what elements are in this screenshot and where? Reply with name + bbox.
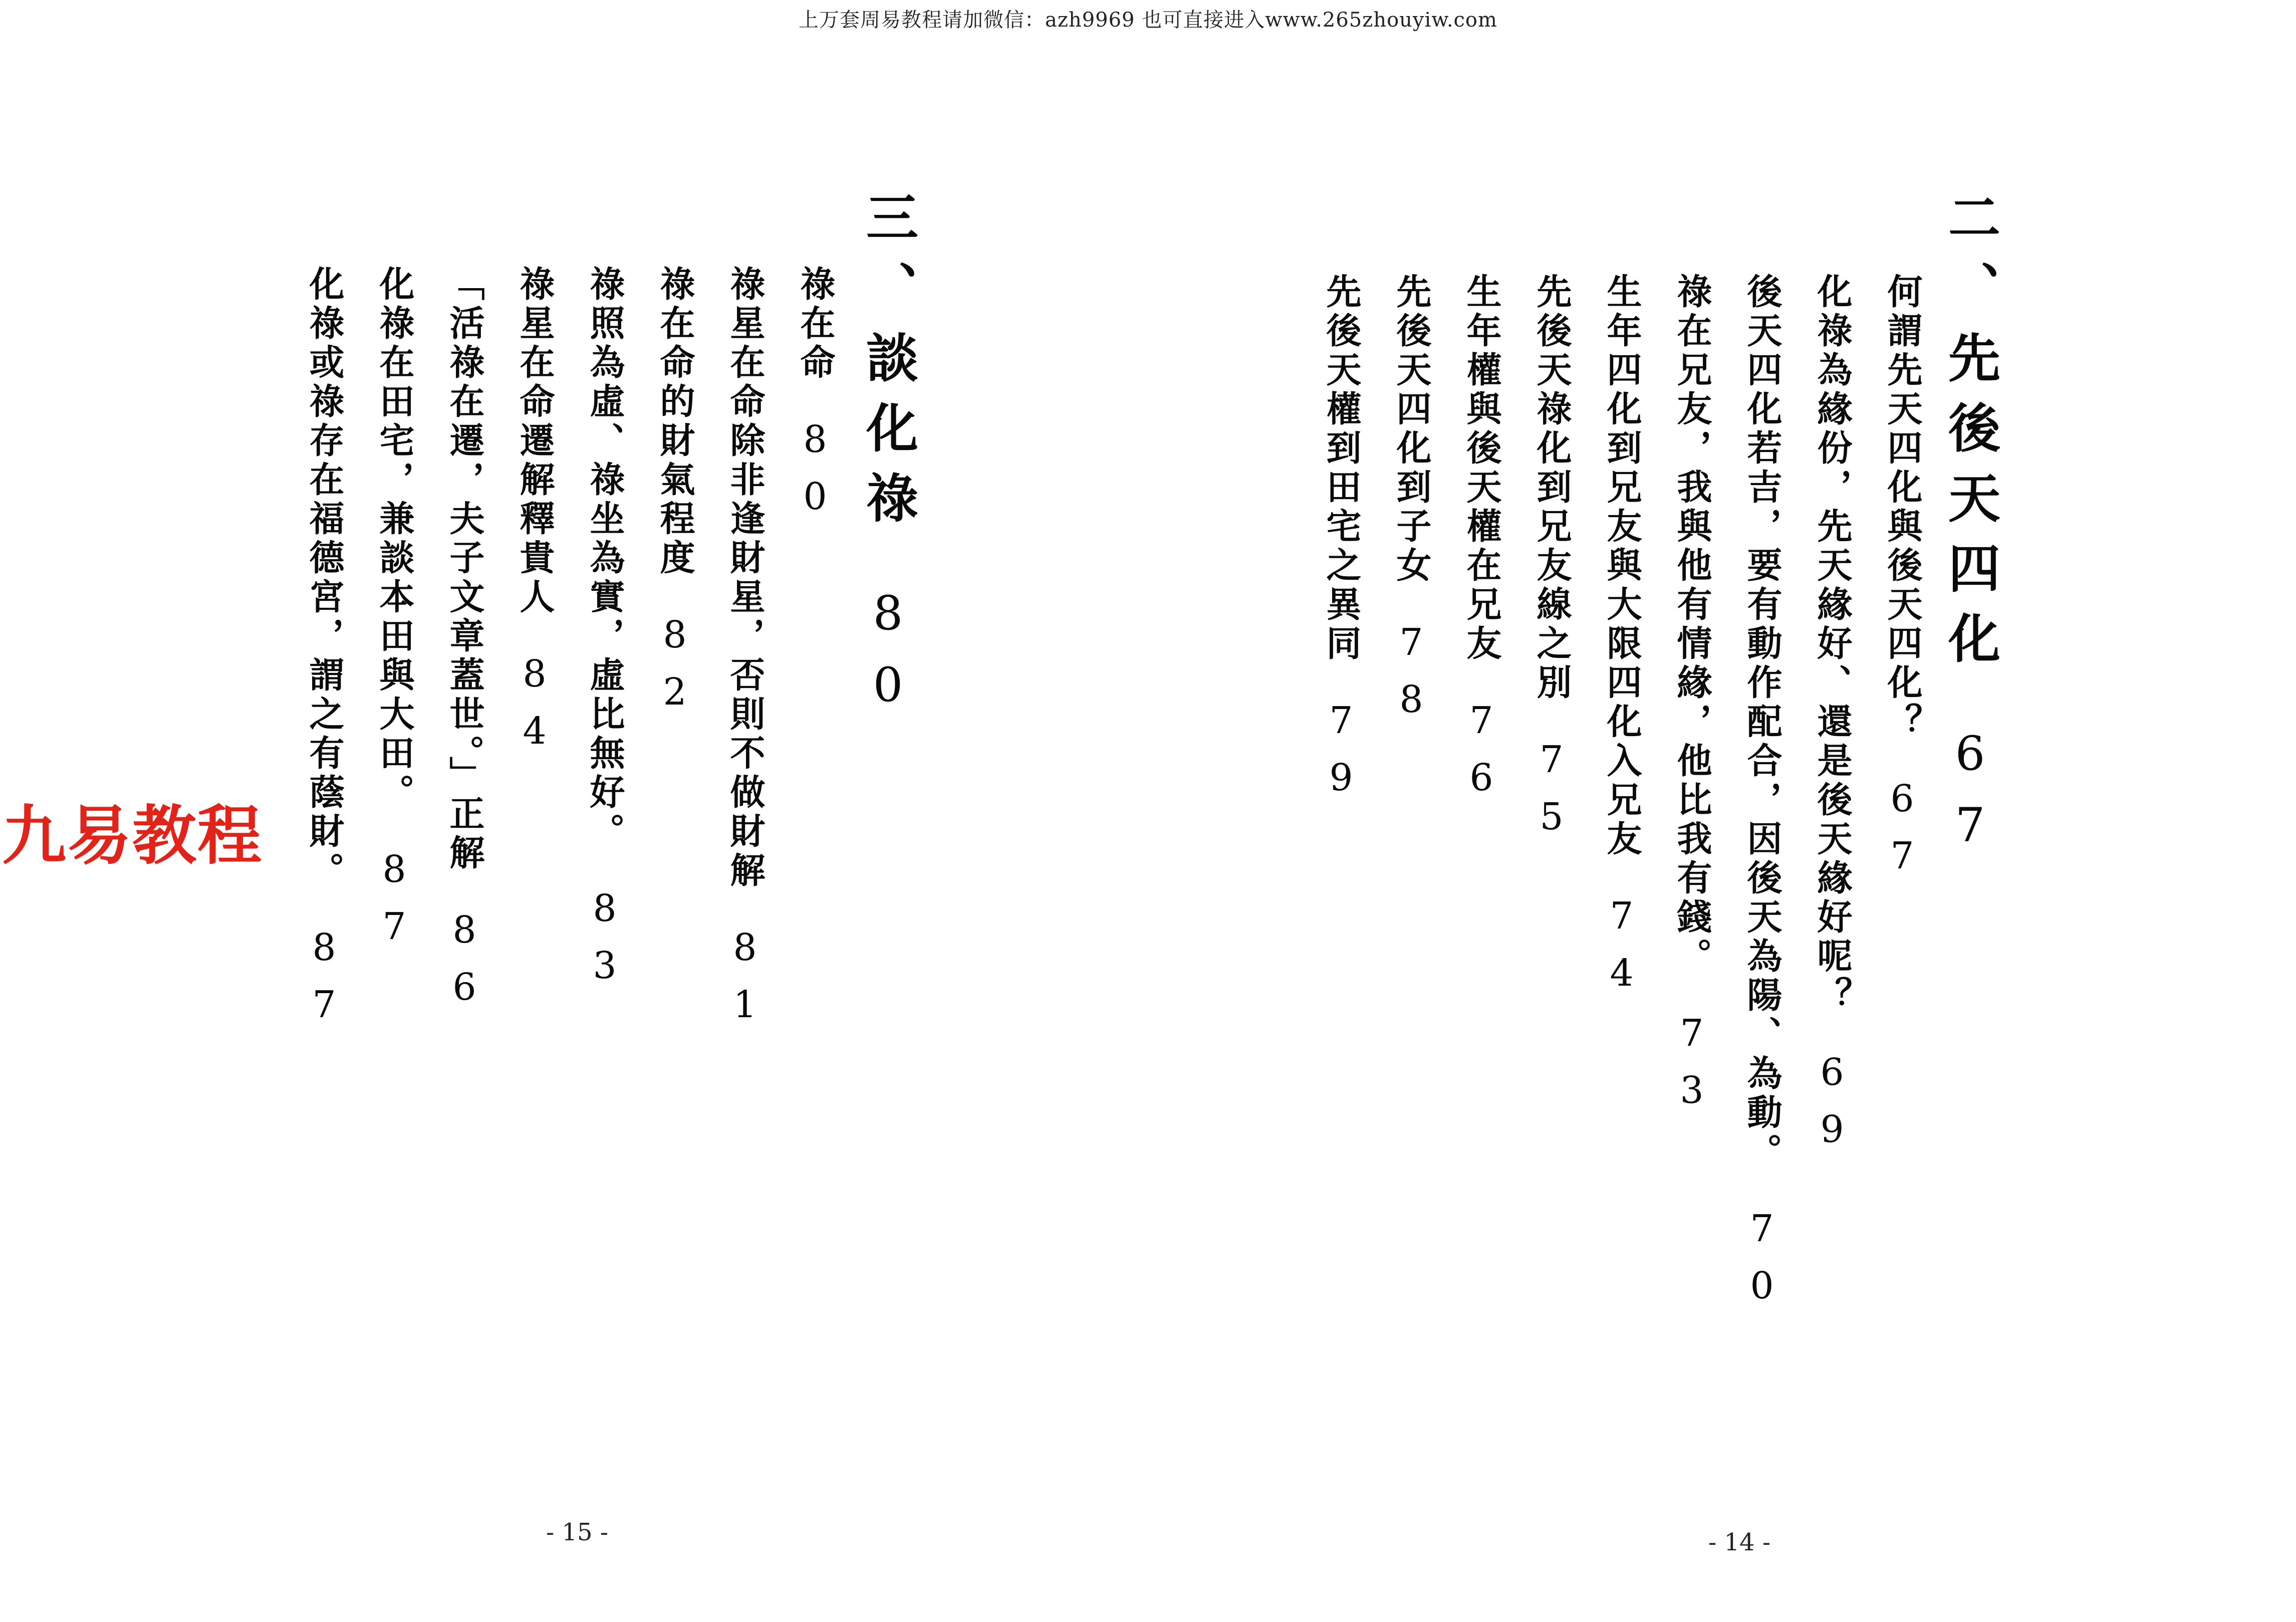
toc-entry: 祿星在命除非逢財星，否則不做財解81	[723, 266, 767, 1040]
toc-entry: 祿星在命遷解釋貴人84	[513, 266, 556, 767]
watermark-logo: 九易教程	[2, 799, 263, 873]
toc-entry: 後天四化若吉，要有動作配合，因後天為陽、為動。70	[1740, 273, 1783, 1321]
toc-entry: 化祿或祿存在福德宮，謂之有蔭財。87	[303, 266, 346, 1040]
toc-heading-2	[1939, 190, 2000, 870]
heading-title: 二、先後天四化	[1939, 190, 2000, 681]
page-number-14: - 14 -	[1708, 1528, 1771, 1556]
toc-entry: 生年權與後天權在兄友76	[1460, 273, 1503, 813]
toc-entry: 先後天權到田宅之異同79	[1320, 273, 1363, 813]
top-banner: 上万套周易教程请加微信：azh9969 也可直接进入www.265zhouyiw.com	[799, 9, 1497, 32]
toc-entry: 何謂先天四化與後天四化？67	[1881, 273, 1924, 891]
toc-entry: 生年四化到兄友與大限四化入兄友74	[1600, 273, 1643, 1009]
toc-entry: 祿在命的財氣程度82	[653, 266, 696, 728]
toc-entry: 祿在命80	[794, 266, 837, 532]
toc-entry: 「活祿在遷，夫子文章蓋世。」正解86	[443, 266, 486, 1023]
toc-entry: 化祿為緣份，先天緣好、還是後天緣好呢？69	[1811, 273, 1854, 1165]
heading-title: 三、談化祿	[857, 190, 918, 541]
toc-entry: 先後天祿化到兄友線之別75	[1530, 273, 1573, 852]
heading-page: 80	[861, 586, 915, 730]
heading-page: 67	[1943, 727, 1997, 870]
toc-entry: 化祿在田宅，兼談本田與大田。87	[373, 266, 416, 962]
toc-entry: 先後天四化到子女78	[1390, 273, 1433, 735]
page-number-15: - 15 -	[546, 1518, 609, 1546]
toc-heading-3	[857, 190, 918, 730]
toc-entry: 祿照為虛、祿坐為實，虛比無好。83	[583, 266, 626, 1001]
toc-entry: 祿在兄友，我與他有情緣，他比我有錢。73	[1670, 273, 1713, 1126]
